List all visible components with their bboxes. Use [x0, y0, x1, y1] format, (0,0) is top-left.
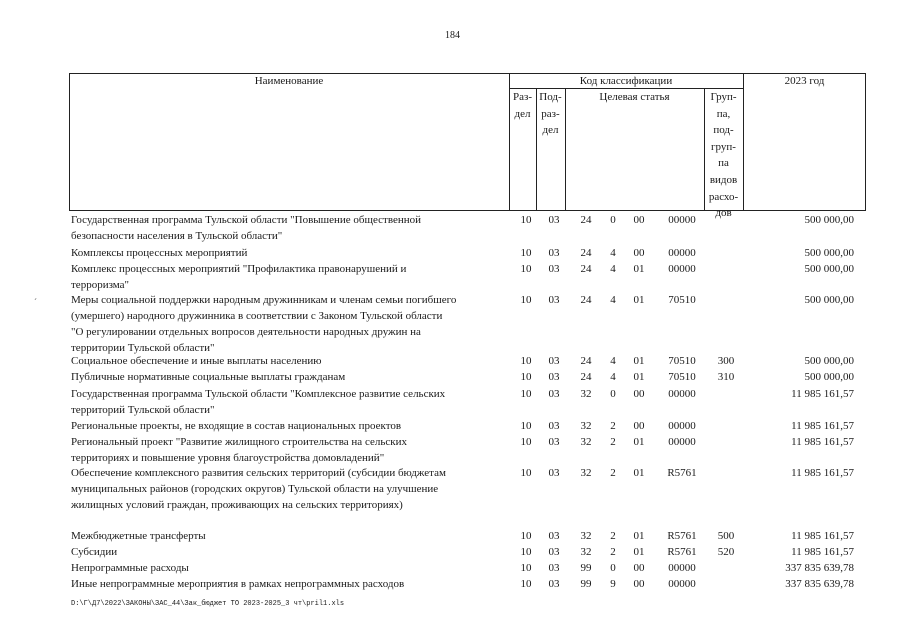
row-target-sub: 00 — [633, 388, 645, 400]
header-name: Наименование — [254, 75, 324, 87]
row-name: Обеспечение комплексного развития сельских территорий (субсидии бюджетам муниципальных районов (городских округов) Тульской области на улучшение жилищных условий граждан, проживающих на сельских территориях) — [71, 467, 446, 511]
row-name: Меры социальной поддержки народным дружинникам и членам семьи погибшего (умершего) народного дружинника в соответствии с Законом Тульской области "О регулировании отдельных вопросов деятельности народных дружин на территории Тульской области" — [71, 294, 457, 354]
row-target-type: 2 — [610, 530, 616, 542]
row-target-sub: 01 — [633, 436, 645, 448]
row-target-program: 99 — [580, 578, 592, 590]
row-target-type: 4 — [610, 263, 616, 275]
row-name: Комплексы процессных мероприятий — [71, 247, 248, 259]
row-target-direction: R5761 — [667, 546, 697, 558]
row-amount: 500 000,00 — [804, 247, 854, 259]
divider — [743, 73, 744, 211]
row-amount: 500 000,00 — [804, 294, 854, 306]
row-name: Социальное обеспечение и иные выплаты населению — [71, 355, 322, 367]
page-number: 184 — [445, 30, 460, 41]
row-target-type: 0 — [610, 388, 616, 400]
row-target-direction: 00000 — [668, 263, 696, 275]
row-group: 300 — [717, 355, 735, 367]
row-razdel: 10 — [520, 578, 532, 590]
row-name: Непрограммные расходы — [71, 562, 189, 574]
row-name: Региональные проекты, не входящие в состав национальных проектов — [71, 420, 402, 432]
row-razdel: 10 — [520, 420, 532, 432]
row-target-direction: 00000 — [668, 420, 696, 432]
row-razdel: 10 — [520, 294, 532, 306]
header-podrazdel: Под- раз- дел — [539, 91, 562, 137]
row-target-program: 24 — [580, 355, 592, 367]
row-target-program: 32 — [580, 436, 592, 448]
row-podrazdel: 03 — [548, 530, 560, 542]
row-target-direction: R5761 — [667, 530, 697, 542]
row-razdel: 10 — [520, 562, 532, 574]
divider — [565, 88, 566, 211]
row-razdel: 10 — [520, 530, 532, 542]
row-target-program: 24 — [580, 214, 592, 226]
row-target-sub: 01 — [633, 530, 645, 542]
row-name: Межбюджетные трансферты — [71, 530, 206, 542]
row-razdel: 10 — [520, 355, 532, 367]
row-podrazdel: 03 — [548, 578, 560, 590]
row-podrazdel: 03 — [548, 546, 560, 558]
row-amount: 500 000,00 — [804, 355, 854, 367]
header-group: Груп- па, под- груп- па видов расхо- дов — [708, 91, 739, 220]
row-name: Субсидии — [71, 546, 118, 558]
row-podrazdel: 03 — [548, 247, 560, 259]
row-target-direction: 00000 — [668, 578, 696, 590]
row-podrazdel: 03 — [548, 371, 560, 383]
row-amount: 11 985 161,57 — [791, 530, 854, 542]
row-name: Государственная программа Тульской области "Комплексное развитие сельских территорий Тульской области" — [71, 388, 446, 416]
row-razdel: 10 — [520, 436, 532, 448]
row-podrazdel: 03 — [548, 388, 560, 400]
row-amount: 337 835 639,78 — [785, 562, 854, 574]
footer-file-path: D:\Г\Д7\2022\ЗАКОНЫ\ЗАС_44\Зак_бюджет ТО 2023-2025_3 чт\pril1.xls — [71, 600, 345, 608]
row-podrazdel: 03 — [548, 467, 560, 479]
row-target-type: 9 — [610, 578, 616, 590]
row-podrazdel: 03 — [548, 263, 560, 275]
row-target-program: 32 — [580, 530, 592, 542]
row-target-direction: 00000 — [668, 214, 696, 226]
row-target-type: 0 — [610, 214, 616, 226]
row-target-sub: 01 — [633, 371, 645, 383]
row-razdel: 10 — [520, 263, 532, 275]
header-code-classification: Код классификации — [579, 75, 673, 87]
row-target-direction: 00000 — [668, 436, 696, 448]
row-target-direction: 70510 — [668, 355, 696, 367]
row-amount: 500 000,00 — [804, 263, 854, 275]
row-razdel: 10 — [520, 388, 532, 400]
row-target-type: 0 — [610, 562, 616, 574]
row-razdel: 10 — [520, 546, 532, 558]
row-target-program: 24 — [580, 247, 592, 259]
row-target-program: 32 — [580, 388, 592, 400]
row-target-type: 2 — [610, 467, 616, 479]
row-amount: 11 985 161,57 — [791, 388, 854, 400]
row-target-type: 4 — [610, 247, 616, 259]
row-target-program: 32 — [580, 420, 592, 432]
header-razdel: Раз- дел — [512, 91, 532, 120]
row-target-sub: 00 — [633, 578, 645, 590]
row-razdel: 10 — [520, 467, 532, 479]
row-target-type: 4 — [610, 294, 616, 306]
header-target-article: Целевая статья — [599, 91, 670, 103]
header-year: 2023 год — [784, 75, 825, 87]
row-target-sub: 01 — [633, 355, 645, 367]
row-target-sub: 00 — [633, 247, 645, 259]
row-podrazdel: 03 — [548, 420, 560, 432]
row-group: 310 — [717, 371, 735, 383]
row-target-sub: 01 — [633, 263, 645, 275]
row-target-direction: 00000 — [668, 388, 696, 400]
row-amount: 500 000,00 — [804, 214, 854, 226]
row-target-program: 99 — [580, 562, 592, 574]
row-amount: 11 985 161,57 — [791, 436, 854, 448]
row-podrazdel: 03 — [548, 436, 560, 448]
row-target-program: 24 — [580, 371, 592, 383]
row-target-type: 2 — [610, 436, 616, 448]
row-name: Региональный проект "Развитие жилищного строительства на сельских территориях и повышение уровня благоустройства домовладений" — [71, 436, 407, 464]
row-group: 500 — [717, 530, 735, 542]
row-target-sub: 01 — [633, 546, 645, 558]
row-razdel: 10 — [520, 214, 532, 226]
row-podrazdel: 03 — [548, 294, 560, 306]
row-target-direction: 70510 — [668, 294, 696, 306]
row-amount: 11 985 161,57 — [791, 467, 854, 479]
row-target-sub: 00 — [633, 562, 645, 574]
row-target-program: 24 — [580, 294, 592, 306]
row-amount: 11 985 161,57 — [791, 420, 854, 432]
row-name: Публичные нормативные социальные выплаты гражданам — [71, 371, 346, 383]
row-target-direction: R5761 — [667, 467, 697, 479]
row-podrazdel: 03 — [548, 562, 560, 574]
row-target-sub: 01 — [633, 467, 645, 479]
header-frame — [69, 73, 866, 211]
row-amount: 11 985 161,57 — [791, 546, 854, 558]
row-group: 520 — [717, 546, 735, 558]
row-amount: 500 000,00 — [804, 371, 854, 383]
row-target-program: 32 — [580, 546, 592, 558]
scan-mark: ˊ — [34, 297, 37, 307]
row-amount: 337 835 639,78 — [785, 578, 854, 590]
row-target-direction: 00000 — [668, 562, 696, 574]
row-name: Иные непрограммные мероприятия в рамках непрограммных расходов — [71, 578, 405, 590]
row-target-program: 32 — [580, 467, 592, 479]
row-podrazdel: 03 — [548, 214, 560, 226]
row-podrazdel: 03 — [548, 355, 560, 367]
row-target-direction: 70510 — [668, 371, 696, 383]
row-razdel: 10 — [520, 371, 532, 383]
row-target-type: 2 — [610, 420, 616, 432]
row-target-sub: 00 — [633, 214, 645, 226]
row-razdel: 10 — [520, 247, 532, 259]
row-name: Государственная программа Тульской области "Повышение общественной безопасности населения в Тульской области" — [71, 214, 421, 242]
row-target-type: 4 — [610, 355, 616, 367]
row-target-program: 24 — [580, 263, 592, 275]
row-target-type: 4 — [610, 371, 616, 383]
row-name: Комплекс процессных мероприятий "Профилактика правонарушений и терроризма" — [71, 263, 407, 291]
row-target-type: 2 — [610, 546, 616, 558]
row-target-sub: 01 — [633, 294, 645, 306]
row-target-direction: 00000 — [668, 247, 696, 259]
row-target-sub: 00 — [633, 420, 645, 432]
